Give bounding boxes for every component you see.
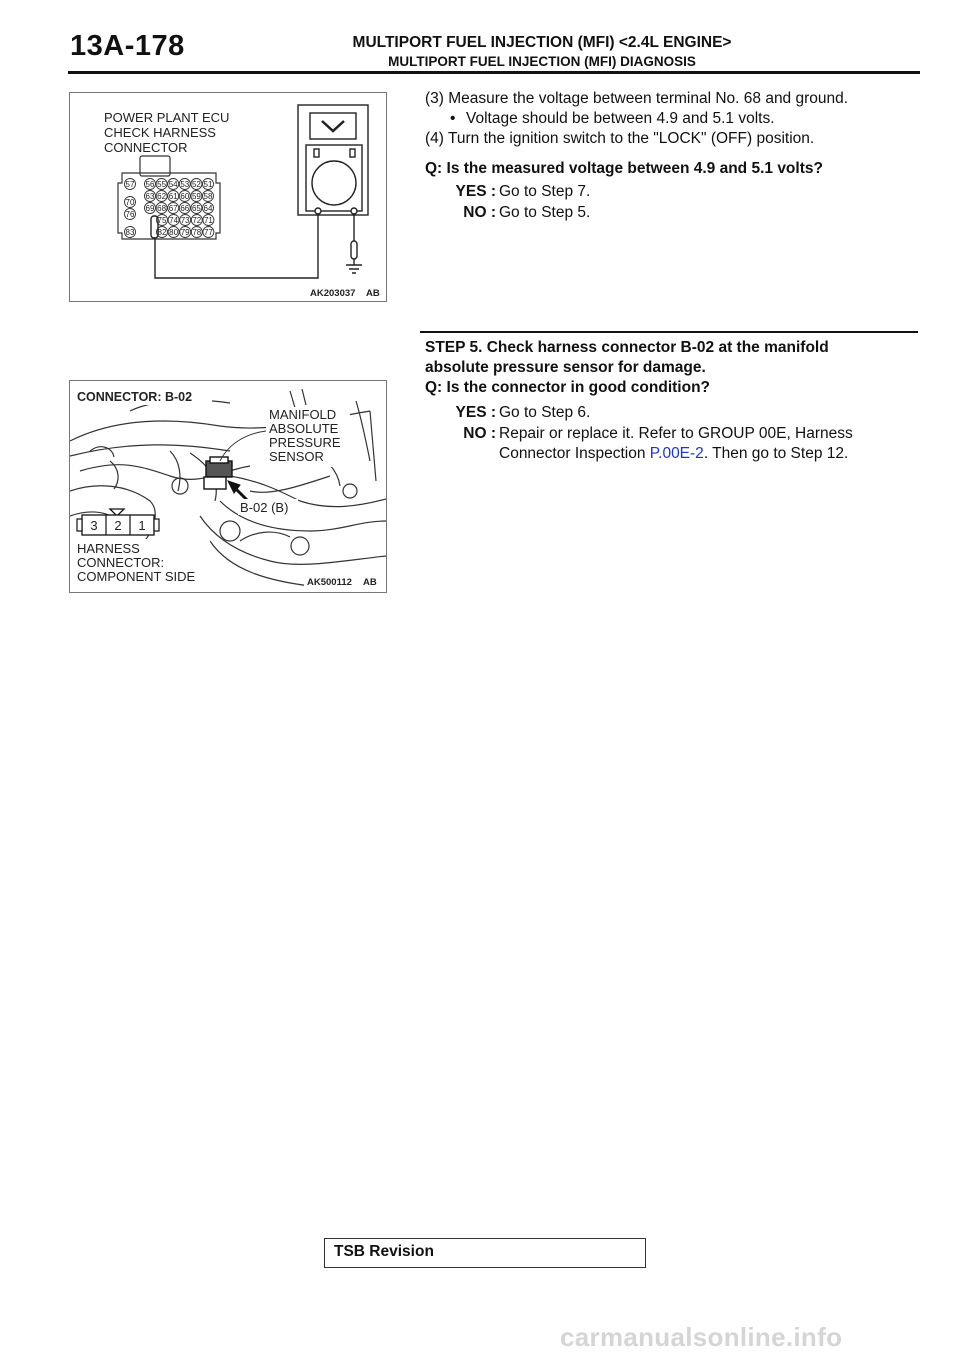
connector-pin-label: 69: [145, 204, 155, 213]
connector-pin-label: 76: [125, 210, 135, 219]
harness-pin: 2: [114, 518, 122, 533]
harness-label-1: HARNESS: [77, 541, 140, 556]
connector-pin-label: 80: [169, 228, 179, 237]
connector-pin-label: 62: [157, 192, 167, 201]
connector-pins: [125, 179, 214, 238]
step-divider: [420, 331, 918, 333]
sensor-label-2: ABSOLUTE: [269, 421, 339, 436]
step4-bullet: Voltage should be between 4.9 and 5.1 volts.: [466, 110, 775, 127]
step5-no-text-2-pre: Connector Inspection: [499, 445, 650, 462]
connector-pin-label: 82: [157, 228, 167, 237]
connector-pin-label: 74: [169, 216, 179, 225]
connector-pin-label: 83: [125, 228, 135, 237]
sensor-label-3: PRESSURE: [269, 435, 341, 450]
tsb-revision-label: TSB Revision: [334, 1243, 434, 1260]
connector-pin-label: 68: [157, 204, 167, 213]
figure2-code: AK500112: [307, 577, 352, 588]
step5-heading-2: absolute pressure sensor for damage.: [425, 359, 706, 376]
sensor-connector-icon: [204, 457, 232, 489]
figure1-label-1: POWER PLANT ECU: [104, 110, 230, 125]
callout-label: B-02 (B): [240, 500, 289, 515]
connector-pin-label: 58: [203, 192, 213, 201]
callout-arrow: [228, 481, 248, 501]
step4-yes-label: YES :: [455, 183, 496, 200]
connector-pin-label: 56: [145, 180, 155, 189]
page-title: MULTIPORT FUEL INJECTION (MFI) <2.4L ENGINE>: [352, 34, 732, 51]
connector-pin-label: 73: [180, 216, 190, 225]
connector-pin-label: 77: [203, 228, 213, 237]
step5-question: Q: Is the connector in good condition?: [425, 379, 711, 396]
connector-pin-label: 57: [125, 180, 135, 189]
step5-no-text-2-post: . Then go to Step 12.: [703, 445, 849, 462]
connector-pin-label: 54: [168, 180, 178, 189]
harness-label-3: COMPONENT SIDE: [77, 569, 196, 584]
connector-pin-label: 79: [180, 228, 190, 237]
step4-no-label: NO :: [463, 204, 496, 221]
figure-ecu-voltage-check: [69, 92, 387, 302]
step5-no-text-2: [499, 444, 848, 464]
step5-yes-label: YES :: [455, 404, 496, 421]
reference-link[interactable]: P.00E-2: [649, 445, 704, 462]
step4-question: Q: Is the measured voltage between 4.9 and 5.1 volts?: [425, 160, 823, 177]
connector-pin-label: 67: [168, 204, 178, 213]
connector-pin-label: 72: [192, 216, 202, 225]
step4-yes-text: Go to Step 7.: [499, 183, 591, 200]
connector-pin-label: 63: [145, 192, 155, 201]
step5-yes-text: Go to Step 6.: [499, 404, 591, 421]
connector-pin-label: 61: [168, 192, 178, 201]
connector-title: CONNECTOR: B-02: [77, 390, 193, 404]
step4-item4: (4) Turn the ignition switch to the "LOCK" (OFF) position.: [425, 130, 815, 147]
connector-pin-label: 52: [191, 180, 201, 189]
connector-location-diagram: [70, 381, 386, 592]
connector-pin-label: 78: [192, 228, 202, 237]
connector-pin-label: 65: [191, 204, 201, 213]
figure1-code-suffix: AB: [366, 288, 380, 299]
sensor-label-4: SENSOR: [269, 449, 324, 464]
harness-pin: 3: [90, 518, 98, 533]
connector-pin-label: 60: [180, 192, 190, 201]
connector-pin-label: 75: [157, 216, 167, 225]
ecu-check-diagram: [70, 93, 386, 301]
page-subtitle: MULTIPORT FUEL INJECTION (MFI) DIAGNOSIS: [388, 54, 696, 69]
figure1-label-2: CHECK HARNESS: [104, 125, 216, 140]
header-divider: [68, 71, 920, 74]
step4-no-text: Go to Step 5.: [499, 204, 591, 221]
bullet-icon: •: [450, 110, 456, 127]
connector-pin-label: 51: [203, 180, 213, 189]
connector-pin-label: 70: [125, 198, 135, 207]
figure1-label-3: CONNECTOR: [104, 140, 188, 155]
figure-connector-b02: [69, 380, 387, 593]
connector-pin-label: 71: [203, 216, 213, 225]
connector-pin-label: 66: [180, 204, 190, 213]
step5-heading-1: STEP 5. Check harness connector B-02 at the manifold: [425, 339, 829, 356]
connector-pin-label: 64: [203, 204, 213, 213]
watermark-text: carmanualsonline.info: [560, 1322, 843, 1352]
connector-pin-label: 53: [180, 180, 190, 189]
figure1-code: AK203037: [310, 288, 356, 299]
figure2-code-suffix: AB: [363, 577, 377, 588]
voltmeter-icon: [298, 105, 368, 273]
step4-item3: (3) Measure the voltage between terminal No. 68 and ground.: [425, 90, 849, 107]
harness-label-2: CONNECTOR:: [77, 555, 165, 570]
step5-no-label: NO :: [463, 425, 496, 442]
connector-pin-label: 55: [157, 180, 167, 189]
step5-no-text-1: Repair or replace it. Refer to GROUP 00E, Harness: [499, 425, 853, 442]
connector-pin-label: 59: [191, 192, 201, 201]
harness-pin: 1: [138, 518, 146, 533]
harness-pin-diagram: [77, 509, 159, 535]
page-number: 13A-178: [70, 30, 185, 62]
sensor-label-1: MANIFOLD: [269, 407, 337, 422]
